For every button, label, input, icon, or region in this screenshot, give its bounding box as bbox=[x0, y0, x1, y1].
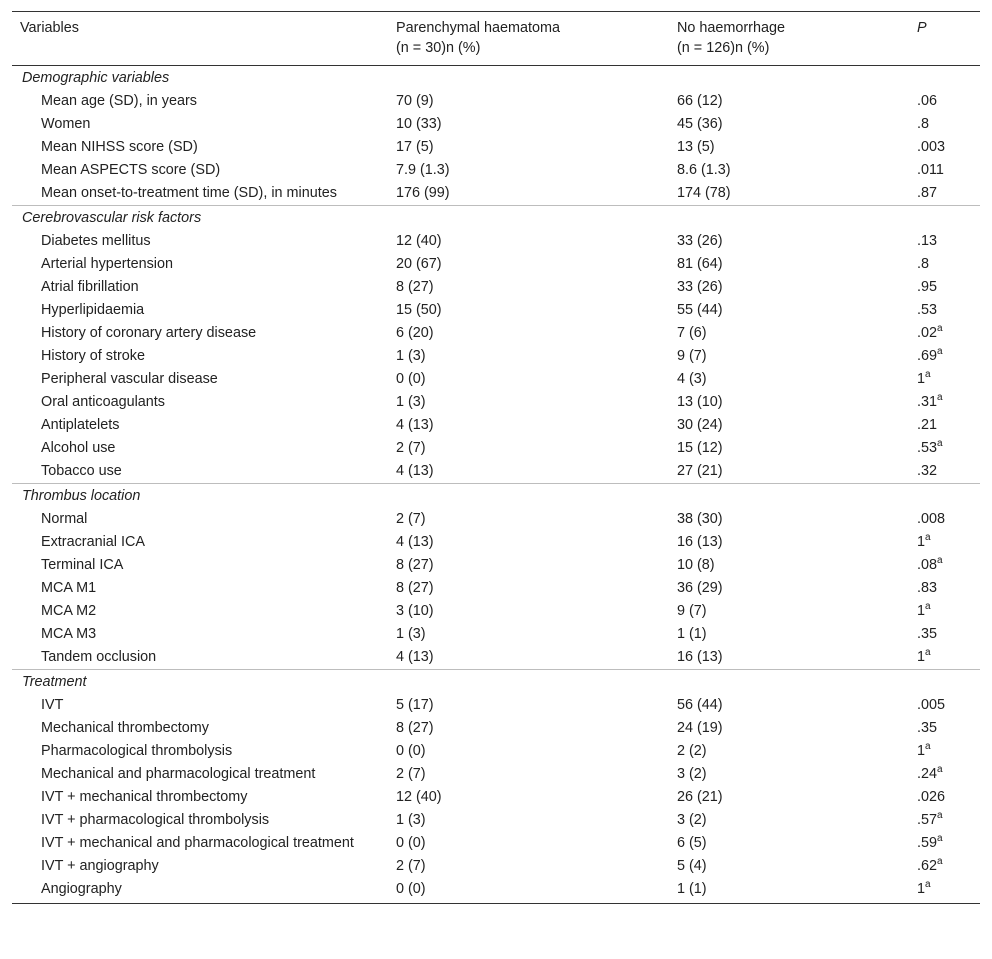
cell-p-value bbox=[909, 90, 980, 113]
row-label: Women bbox=[41, 116, 91, 132]
cell-no-haemorrhage: 9 (7) bbox=[677, 348, 707, 364]
cell-p-value bbox=[909, 554, 980, 577]
table-row bbox=[12, 763, 980, 786]
table-row bbox=[12, 694, 980, 717]
cell-no-haemorrhage: 10 (8) bbox=[677, 557, 715, 573]
row-label: Terminal ICA bbox=[41, 557, 124, 573]
cell-no-haemorrhage: 30 (24) bbox=[677, 417, 723, 433]
p-value-text: .8 bbox=[917, 256, 930, 272]
cell-no-haemorrhage: 16 (13) bbox=[677, 534, 723, 550]
section-header-row bbox=[12, 206, 980, 231]
row-label: Extracranial ICA bbox=[41, 534, 145, 550]
table-row bbox=[12, 90, 980, 113]
cell-p-value bbox=[909, 182, 980, 206]
cell-p-value bbox=[909, 345, 980, 368]
p-value-text: .005 bbox=[917, 697, 946, 713]
cell-parenchymal-haematoma: 6 (20) bbox=[396, 325, 434, 341]
table-row bbox=[12, 740, 980, 763]
cell-no-haemorrhage: 13 (5) bbox=[677, 139, 715, 155]
cell-parenchymal-haematoma: 70 (9) bbox=[396, 93, 434, 109]
table-row bbox=[12, 554, 980, 577]
cell-p-value bbox=[909, 159, 980, 182]
row-label: MCA M1 bbox=[41, 580, 97, 596]
table-row bbox=[12, 368, 980, 391]
footnote-marker: a bbox=[925, 532, 931, 544]
cell-p-value bbox=[909, 646, 980, 670]
row-label: Mean NIHSS score (SD) bbox=[41, 139, 198, 155]
row-label: Normal bbox=[41, 511, 88, 527]
row-label: History of stroke bbox=[41, 348, 145, 364]
p-value-text: .87 bbox=[917, 185, 938, 201]
row-label: IVT + angiography bbox=[41, 858, 159, 874]
row-label: MCA M2 bbox=[41, 603, 97, 619]
cell-parenchymal-haematoma: 176 (99) bbox=[396, 185, 450, 201]
p-value-text: .32 bbox=[917, 463, 938, 479]
cell-parenchymal-haematoma: 2 (7) bbox=[396, 766, 426, 782]
cell-parenchymal-haematoma: 20 (67) bbox=[396, 256, 442, 272]
header-ph-count: (n = 30)n (%) bbox=[396, 40, 481, 56]
p-value-text: .53 bbox=[917, 302, 938, 318]
cell-no-haemorrhage: 27 (21) bbox=[677, 463, 723, 479]
table-row bbox=[12, 299, 980, 322]
p-value-text: .35 bbox=[917, 626, 938, 642]
cell-parenchymal-haematoma: 12 (40) bbox=[396, 789, 442, 805]
p-value-text: 1 bbox=[917, 603, 926, 619]
cell-no-haemorrhage: 13 (10) bbox=[677, 394, 723, 410]
cell-parenchymal-haematoma: 8 (27) bbox=[396, 279, 434, 295]
cell-parenchymal-haematoma: 4 (13) bbox=[396, 649, 434, 665]
header-ph-title: Parenchymal haematoma bbox=[396, 20, 560, 36]
row-label: Alcohol use bbox=[41, 440, 116, 456]
p-value-text: .8 bbox=[917, 116, 930, 132]
header-p-label: P bbox=[917, 20, 927, 36]
p-value-text: .83 bbox=[917, 580, 938, 596]
cell-p-value bbox=[909, 855, 980, 878]
p-value-text: .69 bbox=[917, 348, 938, 364]
header-parenchymal-haematoma bbox=[388, 12, 669, 66]
table-row bbox=[12, 646, 980, 670]
cell-no-haemorrhage: 8.6 (1.3) bbox=[677, 162, 731, 178]
table-row bbox=[12, 878, 980, 904]
cell-parenchymal-haematoma: 2 (7) bbox=[396, 858, 426, 874]
cell-no-haemorrhage: 1 (1) bbox=[669, 878, 909, 904]
table-row bbox=[12, 230, 980, 253]
cell-parenchymal-haematoma: 8 (27) bbox=[396, 580, 434, 596]
table-row bbox=[12, 855, 980, 878]
row-label: IVT + pharmacological thrombolysis bbox=[41, 812, 270, 828]
section-title: Thrombus location bbox=[12, 484, 980, 509]
p-value-text: 1 bbox=[917, 371, 926, 387]
row-label: Tobacco use bbox=[41, 463, 122, 479]
section-header-row bbox=[12, 66, 980, 91]
cell-no-haemorrhage: 26 (21) bbox=[677, 789, 723, 805]
row-label: Mechanical and pharmacological treatment bbox=[41, 766, 316, 782]
cell-p-value bbox=[909, 508, 980, 531]
section-title: Demographic variables bbox=[22, 70, 170, 86]
cell-parenchymal-haematoma: 1 (3) bbox=[396, 394, 426, 410]
footnote-marker: a bbox=[937, 856, 943, 868]
cell-no-haemorrhage: 174 (78) bbox=[677, 185, 731, 201]
cell-p-value bbox=[909, 391, 980, 414]
row-label: Mean ASPECTS score (SD) bbox=[41, 162, 221, 178]
row-label: Mean onset-to-treatment time (SD), in minutes bbox=[41, 185, 337, 201]
footnote-marker: a bbox=[937, 810, 943, 822]
table-row bbox=[12, 136, 980, 159]
cell-parenchymal-haematoma: 0 (0) bbox=[396, 835, 426, 851]
row-label: Mechanical thrombectomy bbox=[41, 720, 209, 736]
cell-parenchymal-haematoma: 0 (0) bbox=[396, 371, 426, 387]
table-row bbox=[12, 276, 980, 299]
footnote-marker: a bbox=[937, 438, 943, 450]
cell-no-haemorrhage: 33 (26) bbox=[677, 233, 723, 249]
table-row bbox=[12, 437, 980, 460]
row-label: IVT bbox=[41, 697, 64, 713]
cell-p-value bbox=[909, 577, 980, 600]
cell-p-value bbox=[909, 694, 980, 717]
cell-parenchymal-haematoma: 0 (0) bbox=[388, 878, 669, 904]
cell-no-haemorrhage: 3 (2) bbox=[677, 812, 707, 828]
cell-p-value bbox=[909, 531, 980, 554]
cell-p-value bbox=[909, 832, 980, 855]
row-label: Hyperlipidaemia bbox=[41, 302, 145, 318]
cell-no-haemorrhage: 9 (7) bbox=[677, 603, 707, 619]
cell-p-value bbox=[909, 600, 980, 623]
cell-parenchymal-haematoma: 10 (33) bbox=[396, 116, 442, 132]
p-value-text: .24 bbox=[917, 766, 938, 782]
footnote-marker: a bbox=[937, 833, 943, 845]
cell-parenchymal-haematoma: 1 (3) bbox=[396, 626, 426, 642]
header-variables: Variables bbox=[20, 20, 79, 36]
row-label: Tandem occlusion bbox=[41, 649, 157, 665]
row-label: Mean age (SD), in years bbox=[41, 93, 197, 109]
cell-no-haemorrhage: 66 (12) bbox=[677, 93, 723, 109]
footnote-marker: a bbox=[937, 764, 943, 776]
cell-p-value bbox=[909, 460, 980, 484]
table-row bbox=[12, 322, 980, 345]
p-value-text: .008 bbox=[917, 511, 946, 527]
cell-parenchymal-haematoma: 8 (27) bbox=[396, 557, 434, 573]
cell-parenchymal-haematoma: 17 (5) bbox=[396, 139, 434, 155]
table-row bbox=[12, 531, 980, 554]
cell-p-value bbox=[909, 763, 980, 786]
cell-parenchymal-haematoma: 4 (13) bbox=[396, 534, 434, 550]
section-title: Cerebrovascular risk factors bbox=[12, 206, 980, 231]
table-row bbox=[12, 391, 980, 414]
row-label: MCA M3 bbox=[41, 626, 97, 642]
row-label: History of coronary artery disease bbox=[41, 325, 257, 341]
p-value-text: .21 bbox=[917, 417, 938, 433]
header-p-value bbox=[909, 12, 980, 66]
row-label: Oral anticoagulants bbox=[41, 394, 165, 410]
cell-parenchymal-haematoma: 8 (27) bbox=[396, 720, 434, 736]
row-label: Atrial fibrillation bbox=[41, 279, 139, 295]
p-value-text: .003 bbox=[917, 139, 946, 155]
p-value-text: .31 bbox=[917, 394, 938, 410]
footnote-marker: a bbox=[937, 555, 943, 567]
cell-p-value bbox=[909, 414, 980, 437]
cell-parenchymal-haematoma: 2 (7) bbox=[396, 440, 426, 456]
footnote-marker: a bbox=[937, 392, 943, 404]
header-nh-title: No haemorrhage bbox=[677, 20, 785, 36]
table-row bbox=[12, 577, 980, 600]
p-value-text: 1 bbox=[917, 743, 926, 759]
cell-parenchymal-haematoma: 4 (13) bbox=[396, 463, 434, 479]
p-value-text: .59 bbox=[917, 835, 938, 851]
cell-parenchymal-haematoma: 1 (3) bbox=[396, 812, 426, 828]
cell-p-value bbox=[909, 136, 980, 159]
cell-no-haemorrhage: 16 (13) bbox=[677, 649, 723, 665]
table-row bbox=[12, 113, 980, 136]
cell-parenchymal-haematoma: 7.9 (1.3) bbox=[396, 162, 450, 178]
cell-parenchymal-haematoma: 2 (7) bbox=[396, 511, 426, 527]
row-label: Arterial hypertension bbox=[41, 256, 173, 272]
row-label: Pharmacological thrombolysis bbox=[41, 743, 233, 759]
p-value-text: .13 bbox=[917, 233, 938, 249]
cell-parenchymal-haematoma: 3 (10) bbox=[396, 603, 434, 619]
cell-no-haemorrhage: 33 (26) bbox=[677, 279, 723, 295]
table-row bbox=[12, 460, 980, 484]
p-value-text: 1 bbox=[917, 649, 926, 665]
table-row bbox=[12, 809, 980, 832]
cell-parenchymal-haematoma: 15 (50) bbox=[396, 302, 442, 318]
cell-no-haemorrhage: 15 (12) bbox=[677, 440, 723, 456]
footnote-marker: a bbox=[925, 879, 931, 891]
cell-p-value bbox=[909, 437, 980, 460]
table-row bbox=[12, 623, 980, 646]
row-label: IVT + mechanical thrombectomy bbox=[41, 789, 248, 805]
table-row bbox=[12, 182, 980, 206]
table-row bbox=[12, 600, 980, 623]
cell-p-value bbox=[909, 368, 980, 391]
p-value-text: 1 bbox=[917, 534, 926, 550]
footnote-marker: a bbox=[925, 601, 931, 613]
header-nh-count: (n = 126)n (%) bbox=[677, 40, 770, 56]
table-row bbox=[12, 832, 980, 855]
table-header-row bbox=[12, 12, 980, 66]
cell-no-haemorrhage: 2 (2) bbox=[677, 743, 707, 759]
p-value-text: .08 bbox=[917, 557, 938, 573]
table-row bbox=[12, 345, 980, 368]
row-label: Peripheral vascular disease bbox=[41, 371, 218, 387]
footnote-marker: a bbox=[925, 369, 931, 381]
row-label: Antiplatelets bbox=[41, 417, 120, 433]
p-value-text: 1 bbox=[917, 881, 926, 897]
results-table bbox=[12, 11, 980, 904]
cell-no-haemorrhage: 55 (44) bbox=[677, 302, 723, 318]
cell-p-value bbox=[909, 299, 980, 322]
p-value-text: .57 bbox=[917, 812, 938, 828]
p-value-text: .95 bbox=[917, 279, 938, 295]
p-value-text: .53 bbox=[917, 440, 938, 456]
table-row bbox=[12, 414, 980, 437]
p-value-text: .02 bbox=[917, 325, 938, 341]
row-label: Angiography bbox=[12, 878, 388, 904]
cell-p-value bbox=[909, 786, 980, 809]
cell-no-haemorrhage: 24 (19) bbox=[677, 720, 723, 736]
cell-no-haemorrhage: 7 (6) bbox=[677, 325, 707, 341]
table-row bbox=[12, 253, 980, 276]
cell-p-value bbox=[909, 276, 980, 299]
cell-parenchymal-haematoma: 0 (0) bbox=[396, 743, 426, 759]
cell-p-value bbox=[909, 809, 980, 832]
cell-parenchymal-haematoma: 12 (40) bbox=[396, 233, 442, 249]
cell-no-haemorrhage: 4 (3) bbox=[677, 371, 707, 387]
cell-no-haemorrhage: 6 (5) bbox=[677, 835, 707, 851]
p-value-text: .62 bbox=[917, 858, 938, 874]
table-row bbox=[12, 159, 980, 182]
section-title: Treatment bbox=[12, 670, 980, 695]
table-row bbox=[12, 786, 980, 809]
cell-no-haemorrhage: 1 (1) bbox=[677, 626, 707, 642]
table-row bbox=[12, 508, 980, 531]
table-body bbox=[12, 66, 980, 904]
footnote-marker: a bbox=[925, 741, 931, 753]
cell-p-value bbox=[909, 230, 980, 253]
cell-p-value bbox=[909, 740, 980, 763]
row-label: Diabetes mellitus bbox=[41, 233, 151, 249]
cell-no-haemorrhage: 38 (30) bbox=[677, 511, 723, 527]
table-row bbox=[12, 717, 980, 740]
cell-no-haemorrhage: 36 (29) bbox=[677, 580, 723, 596]
footnote-marker: a bbox=[937, 323, 943, 335]
cell-no-haemorrhage: 56 (44) bbox=[677, 697, 723, 713]
cell-parenchymal-haematoma: 1 (3) bbox=[396, 348, 426, 364]
cell-p-value bbox=[909, 878, 980, 904]
header-no-haemorrhage bbox=[669, 12, 909, 66]
cell-p-value bbox=[909, 322, 980, 345]
cell-no-haemorrhage: 3 (2) bbox=[677, 766, 707, 782]
cell-no-haemorrhage: 5 (4) bbox=[677, 858, 707, 874]
cell-parenchymal-haematoma: 5 (17) bbox=[396, 697, 434, 713]
footnote-marker: a bbox=[925, 647, 931, 659]
cell-no-haemorrhage: 81 (64) bbox=[677, 256, 723, 272]
cell-parenchymal-haematoma: 4 (13) bbox=[396, 417, 434, 433]
p-value-text: .06 bbox=[917, 93, 938, 109]
footnote-marker: a bbox=[937, 346, 943, 358]
section-header-row bbox=[12, 484, 980, 509]
row-label: IVT + mechanical and pharmacological treatment bbox=[41, 835, 354, 851]
cell-p-value bbox=[909, 253, 980, 276]
cell-p-value bbox=[909, 113, 980, 136]
cell-no-haemorrhage: 45 (36) bbox=[677, 116, 723, 132]
p-value-text: .011 bbox=[917, 162, 944, 178]
cell-p-value bbox=[909, 623, 980, 646]
p-value-text: .026 bbox=[917, 789, 946, 805]
p-value-text: .35 bbox=[917, 720, 938, 736]
section-header-row bbox=[12, 670, 980, 695]
cell-p-value bbox=[909, 717, 980, 740]
